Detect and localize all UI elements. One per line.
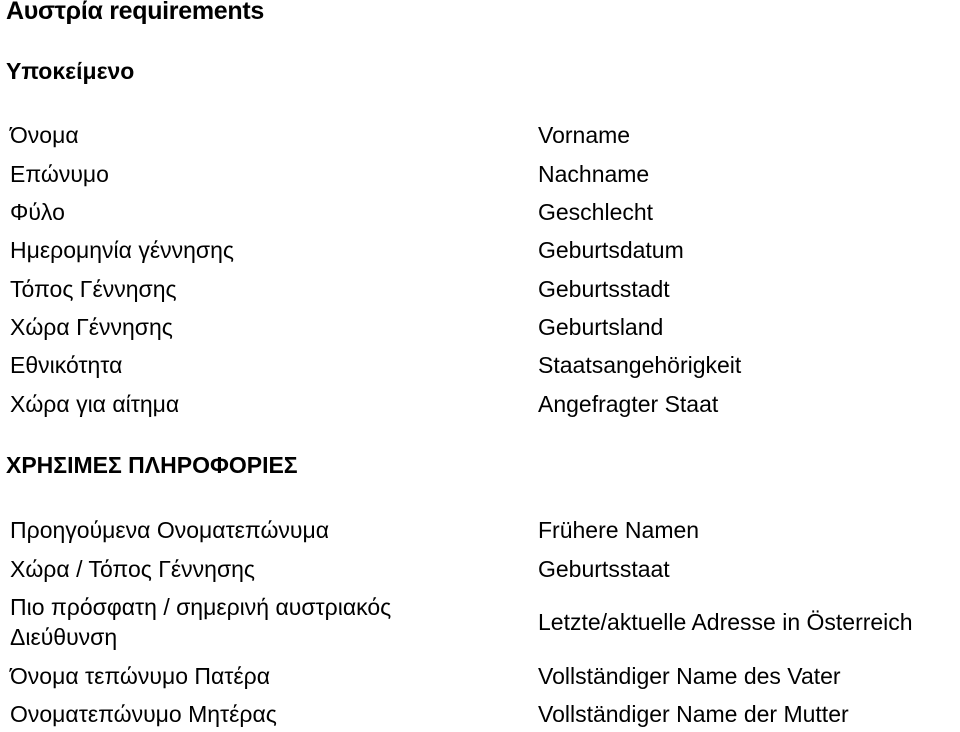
field-label-german: Geburtsdatum <box>538 237 684 263</box>
field-label-german: Frühere Namen <box>538 517 700 543</box>
field-label-greek: Χώρα Γέννησης <box>10 314 173 340</box>
field-label-greek: Πιο πρόσφατη / σημερινή αυστριακός <box>10 594 392 620</box>
page-title: Αυστρία requirements <box>6 0 264 25</box>
field-label-german: Vollständiger Name des Vater <box>538 663 841 689</box>
field-label-german: Letzte/aktuelle Adresse in Österreich <box>538 609 913 635</box>
field-label-german: Staatsangehörigkeit <box>538 352 742 378</box>
section-heading-useful-info: ΧΡΗΣΙΜΕΣ ΠΛΗΡΟΦΟΡΙΕΣ <box>6 452 298 478</box>
field-label-german: Geburtsstadt <box>538 276 670 302</box>
section-heading-subject: Υποκείμενο <box>6 58 135 84</box>
field-label-greek: Τόπος Γέννησης <box>10 276 177 302</box>
field-label-greek: Ημερομηνία γέννησης <box>10 237 234 263</box>
field-label-greek-continued: Διεύθυνση <box>10 624 118 650</box>
field-label-greek: Όνομα <box>10 122 79 148</box>
field-label-german: Vollständiger Name der Mutter <box>538 701 849 727</box>
field-label-greek: Όνομα τεπώνυμο Πατέρα <box>10 663 271 689</box>
field-label-greek: Επώνυμο <box>10 161 109 187</box>
field-label-german: Vorname <box>538 122 631 148</box>
field-label-greek: Ονοματεπώνυμο Μητέρας <box>10 701 277 727</box>
field-label-german: Geburtsstaat <box>538 556 670 582</box>
field-label-greek: Χώρα για αίτημα <box>10 391 180 417</box>
field-label-german: Geburtsland <box>538 314 664 340</box>
field-label-greek: Φύλο <box>10 199 65 225</box>
field-label-german: Angefragter Staat <box>538 391 719 417</box>
field-label-greek: Χώρα / Τόπος Γέννησης <box>10 556 256 582</box>
field-label-greek: Εθνικότητα <box>10 352 123 378</box>
field-label-german: Geschlecht <box>538 199 654 225</box>
field-label-greek: Προηγούμενα Ονοματεπώνυμα <box>10 517 330 543</box>
field-label-german: Nachname <box>538 161 650 187</box>
